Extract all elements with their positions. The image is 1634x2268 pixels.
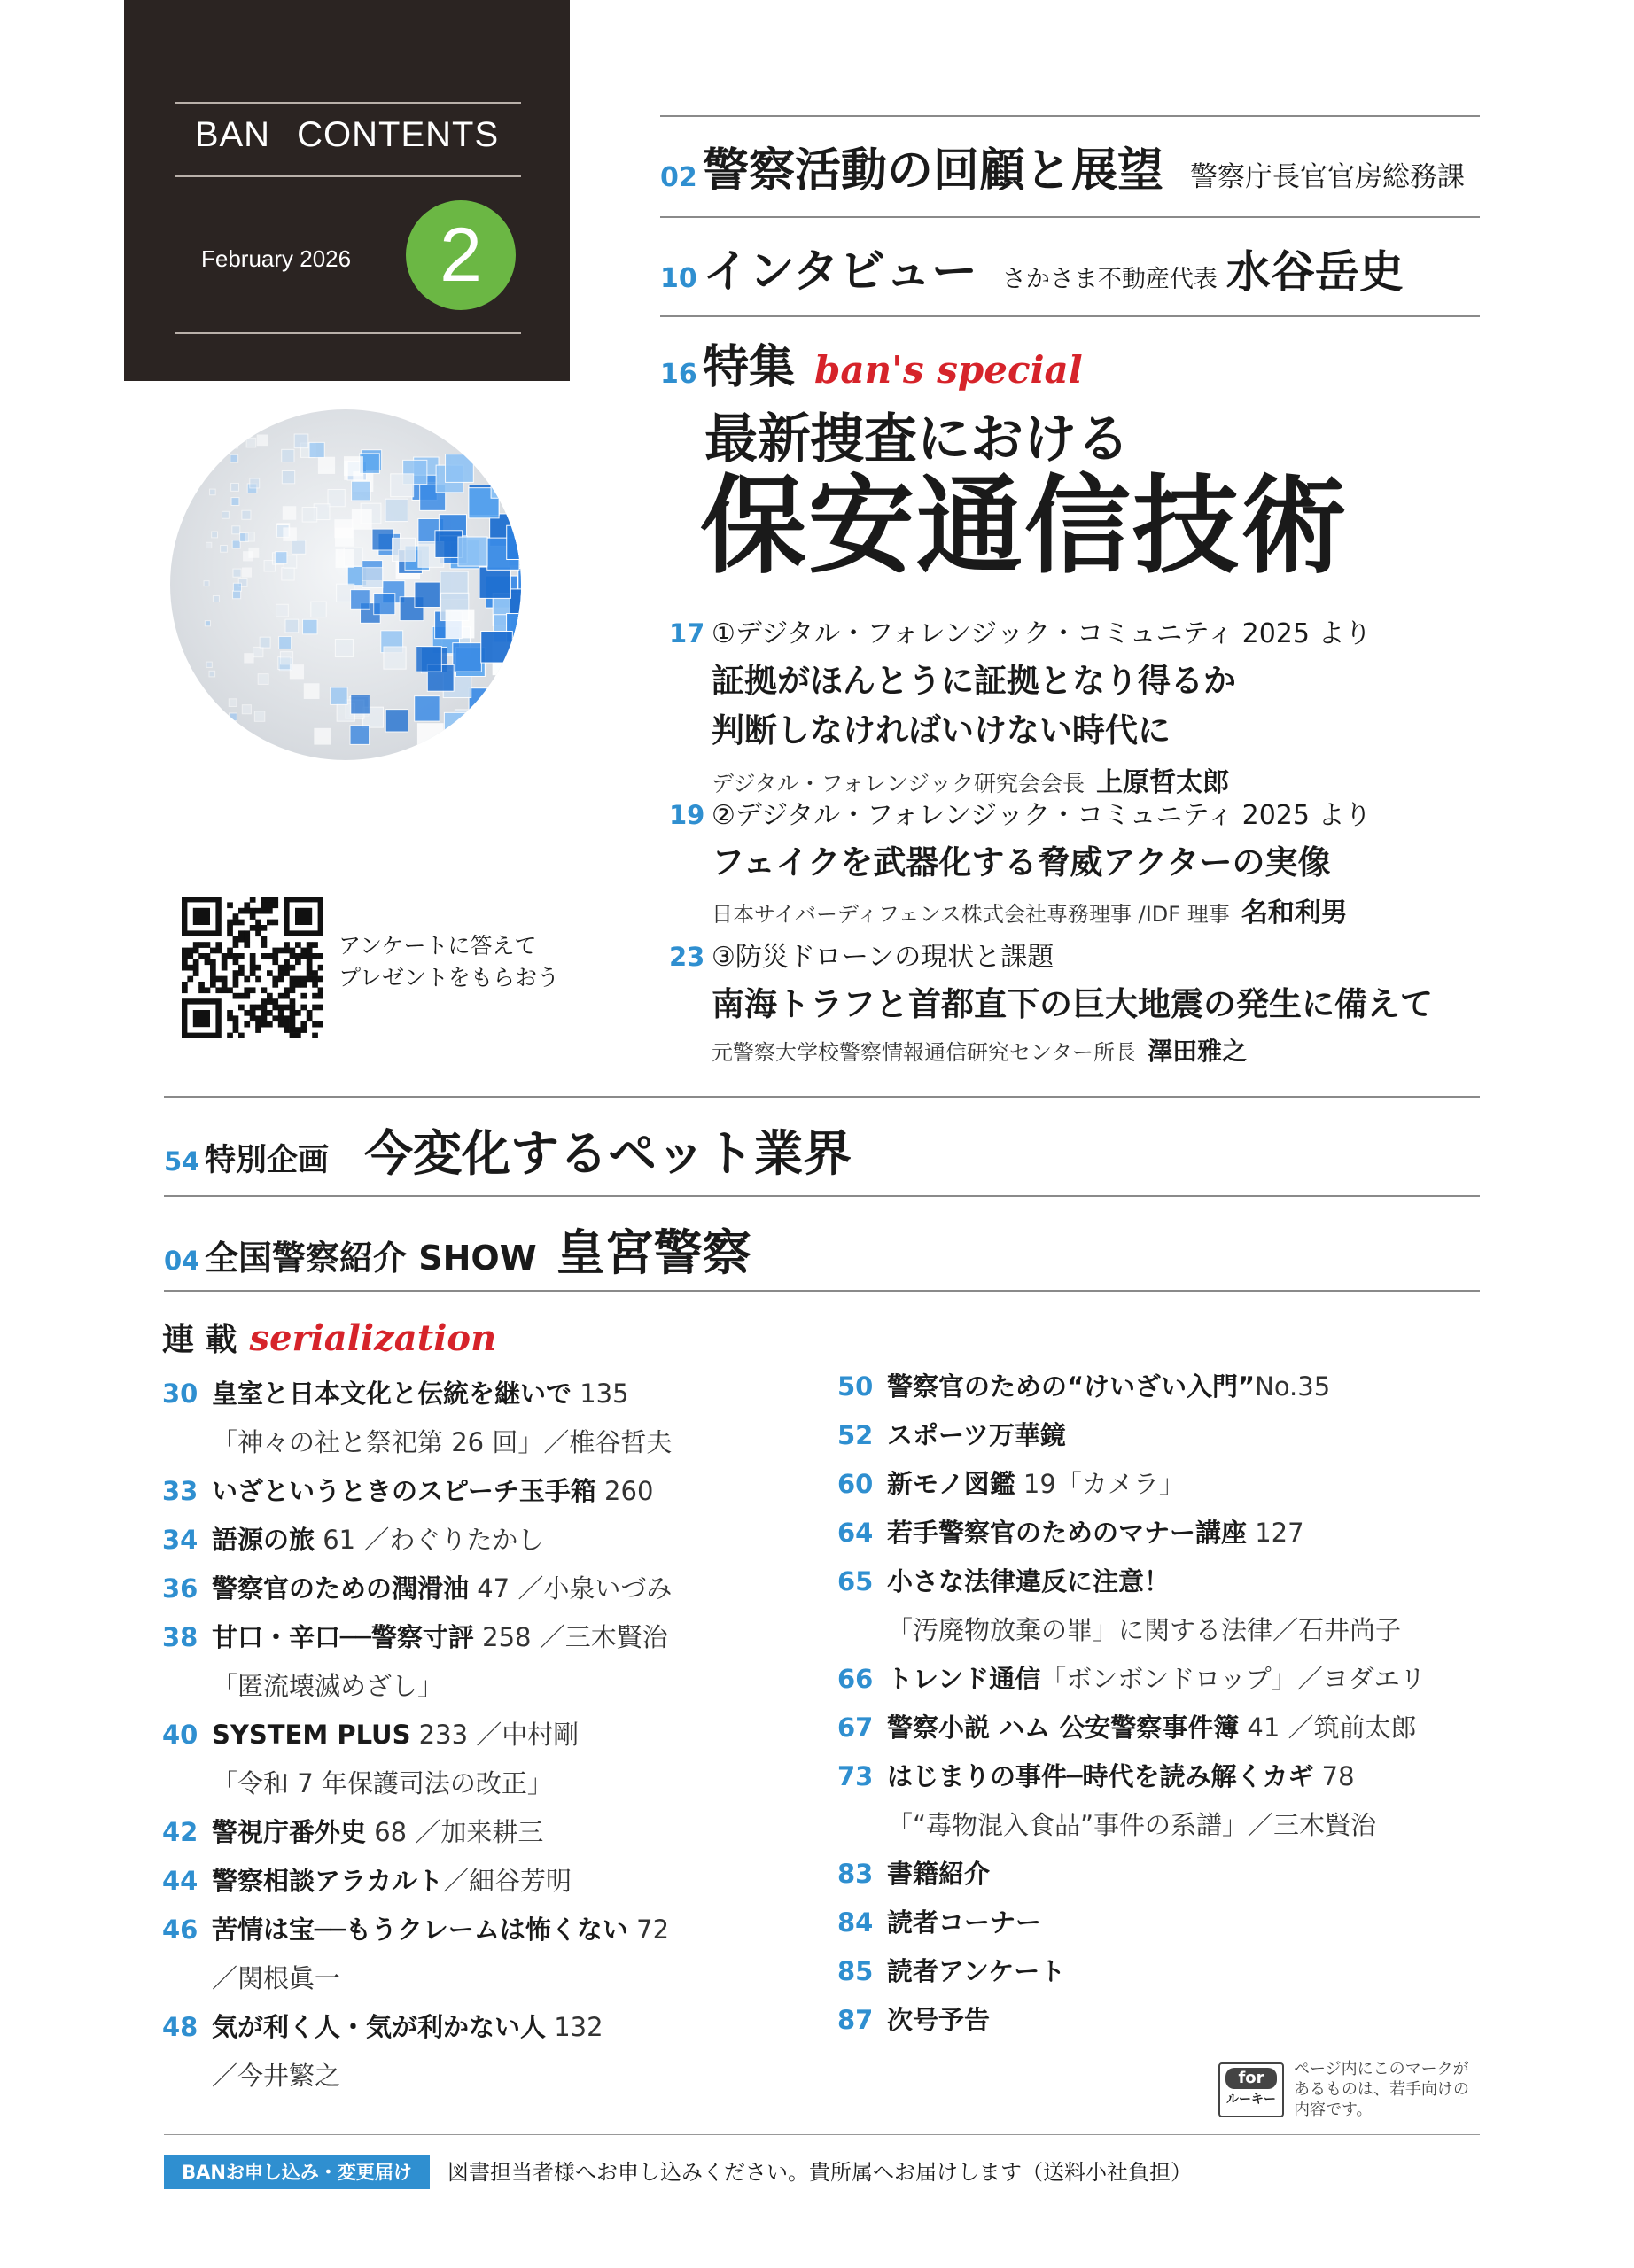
- page-number: 02: [660, 162, 697, 193]
- feature-item-17[interactable]: [669, 611, 1484, 799]
- page-number: 50: [837, 1371, 874, 1402]
- author-role: 元警察大学校警察情報通信研究センター所長: [712, 1040, 1137, 1065]
- serial-item[interactable]: [162, 1711, 672, 1759]
- page-number: 60: [837, 1469, 874, 1499]
- serial-title: 警察小説 ハム 公安警察事件簿: [887, 1713, 1240, 1743]
- rookie-note-line: 内容です。: [1294, 2101, 1373, 2119]
- serial-title: トレンド通信: [887, 1664, 1041, 1694]
- article-show[interactable]: [164, 1214, 751, 1284]
- qr-caption-line: プレゼントをもらおう: [338, 965, 560, 990]
- issue-header: [124, 0, 570, 381]
- interviewee-name: 水谷岳史: [1226, 246, 1404, 298]
- divider: [164, 2134, 1480, 2135]
- item-headline: フェイクを武器化する脅威アクターの実像: [712, 843, 1331, 882]
- article-title: 警察活動の回顧と展望: [703, 144, 1164, 198]
- serial-item-continuation: [162, 1759, 672, 1808]
- serial-title: 苦情は宝──もうクレームは怖くない: [212, 1915, 628, 1945]
- serial-item-continuation: [162, 1662, 672, 1711]
- author-role: デジタル・フォレンジック研究会会長: [712, 771, 1085, 796]
- page-number: 87: [837, 2005, 874, 2035]
- serial-title: 書籍紹介: [887, 1859, 991, 1889]
- serial-detail: 258 ／三木賢治: [473, 1622, 668, 1652]
- issue-number: 2: [406, 200, 516, 310]
- author-name: 上原哲太郎: [1096, 767, 1230, 798]
- serial-detail: 68 ／加来耕三: [366, 1817, 544, 1847]
- serial-title: 小さな法律違反に注意！: [887, 1566, 1171, 1596]
- page-number: 64: [837, 1518, 874, 1548]
- page-number: 73: [837, 1761, 874, 1791]
- serial-title: スポーツ万華鏡: [887, 1420, 1066, 1450]
- serial-item[interactable]: [837, 1996, 1426, 2045]
- serial-title: はじまりの事件─時代を読み解くカギ: [887, 1761, 1314, 1791]
- feature-label: 特集: [703, 341, 796, 394]
- divider: [660, 115, 1480, 117]
- qr-caption-line: アンケートに答えて: [338, 933, 537, 959]
- serial-title: 警察官のための潤滑油: [212, 1573, 470, 1604]
- page-number: 36: [162, 1573, 198, 1604]
- serial-detail: 127: [1247, 1518, 1304, 1548]
- page-number: 10: [660, 263, 697, 294]
- divider: [660, 315, 1480, 317]
- serial-item[interactable]: [162, 1808, 672, 1857]
- serial-label: 連 載: [162, 1322, 237, 1358]
- serial-detail: 135: [572, 1379, 629, 1409]
- serial-item-continuation: [162, 1418, 672, 1467]
- page-number: 23: [669, 942, 705, 972]
- serial-item[interactable]: [837, 1704, 1426, 1752]
- serial-item[interactable]: [162, 1613, 672, 1662]
- rookie-badge-text: ルーキー: [1226, 2093, 1276, 2107]
- issue-date: February 2026: [201, 245, 352, 272]
- article-title: 皇宮警察: [556, 1224, 751, 1281]
- serial-item-continuation: [837, 1801, 1426, 1850]
- serial-title: 気が利く人・気が利かない人: [212, 2012, 547, 2042]
- item-series: ①デジタル・フォレンジック・コミュニティ 2025 より: [712, 618, 1372, 649]
- rookie-note: [1294, 2059, 1469, 2120]
- page-number: 19: [669, 800, 705, 830]
- divider: [175, 102, 521, 104]
- serial-heading: [162, 1315, 496, 1360]
- serial-item[interactable]: [837, 1460, 1426, 1509]
- article-label: 全国警察紹介 SHOW: [205, 1239, 537, 1278]
- serial-title: 若手警察官のためのマナー講座: [887, 1518, 1248, 1548]
- item-series: ②デジタル・フォレンジック・コミュニティ 2025 より: [712, 800, 1372, 831]
- page-number: 65: [837, 1566, 874, 1596]
- serial-detail: 「汚廃物放棄の罪」に関する法律／石井尚子: [887, 1615, 1402, 1645]
- page-number: 04: [164, 1246, 200, 1276]
- serial-title: 語源の旅: [212, 1525, 315, 1555]
- serial-detail: 260: [595, 1476, 654, 1506]
- divider: [164, 1096, 1480, 1098]
- page-number: 44: [162, 1866, 198, 1896]
- serial-title: 甘口・辛口──警察寸評: [212, 1622, 474, 1652]
- page-number: 17: [669, 618, 705, 649]
- serial-item[interactable]: [837, 1655, 1426, 1704]
- article-author: 警察庁長官官房総務課: [1190, 161, 1466, 193]
- feature-title: 保安通信技術: [700, 465, 1349, 588]
- feature-subtitle: 最新捜査における: [704, 408, 1130, 470]
- divider: [175, 332, 521, 334]
- serial-title: 警視庁番外史: [212, 1817, 367, 1847]
- interviewee-role: さかさま不動産代表: [1001, 266, 1218, 293]
- serial-detail: 「神々の社と祭祀第 26 回」／椎谷哲夫: [212, 1427, 673, 1457]
- serial-detail: 「“毒物混入食品”事件の系譜」／三木賢治: [887, 1810, 1377, 1840]
- serial-item[interactable]: [162, 1565, 672, 1613]
- page-number: 33: [162, 1476, 198, 1506]
- item-series: ③防災ドローンの現状と課題: [712, 942, 1054, 973]
- serial-detail: 「ボンボンドロップ」／ヨダエリ: [1040, 1664, 1426, 1694]
- serial-detail: ／今井繁之: [212, 2061, 341, 2091]
- serial-title: 新モノ図鑑: [887, 1469, 1015, 1499]
- serial-item[interactable]: [837, 1752, 1426, 1801]
- qr-code[interactable]: [182, 897, 323, 1038]
- author-name: 名和利男: [1241, 897, 1348, 928]
- page-number: 46: [162, 1915, 198, 1945]
- page-number: 66: [837, 1664, 874, 1694]
- footer-text: 図書担当者様へお申し込みください。貴所属へお届けします（送料小社負担）: [447, 2160, 1192, 2185]
- serial-item-continuation: [837, 1606, 1426, 1655]
- page-number: 38: [162, 1622, 198, 1652]
- serial-detail: 19「カメラ」: [1015, 1469, 1185, 1499]
- divider: [175, 175, 521, 177]
- page-number: 52: [837, 1420, 874, 1450]
- author-role: 日本サイバーディフェンス株式会社専務理事 /IDF 理事: [712, 902, 1230, 927]
- serial-title: 読者アンケート: [887, 1956, 1066, 1986]
- divider: [164, 1195, 1480, 1197]
- author-name: 澤田雅之: [1148, 1037, 1248, 1066]
- serial-item[interactable]: [837, 1899, 1426, 1947]
- article-label: 特別企画: [205, 1143, 330, 1178]
- serial-detail: 41 ／筑前太郎: [1239, 1713, 1417, 1743]
- page-number: 40: [162, 1720, 198, 1750]
- serial-item-continuation: [162, 2052, 672, 2101]
- rookie-note-line: ページ内にこのマークが: [1294, 2060, 1469, 2078]
- rookie-badge-icon: [1218, 2062, 1284, 2117]
- qr-caption: [338, 930, 559, 994]
- serial-list-right: [837, 1363, 1426, 2045]
- serial-item[interactable]: [837, 1411, 1426, 1460]
- article-special[interactable]: [164, 1115, 852, 1184]
- article-title: インタビュー: [703, 245, 977, 299]
- serial-item[interactable]: [837, 1509, 1426, 1557]
- feature-heading[interactable]: [660, 330, 1083, 396]
- serial-item[interactable]: [837, 1363, 1426, 1411]
- serial-detail: No.35: [1255, 1371, 1331, 1402]
- serial-title: 警察相談アラカルト: [212, 1866, 444, 1896]
- serial-script: serialization: [249, 1317, 497, 1359]
- serial-item[interactable]: [162, 1906, 672, 1954]
- serial-title: 警察官のための“けいざい入門”: [887, 1371, 1256, 1402]
- serial-detail: 「匿流壊滅めざし」: [212, 1671, 444, 1701]
- page-number: 42: [162, 1817, 198, 1847]
- rookie-note-line: あるものは、若手向けの: [1294, 2080, 1469, 2099]
- serial-detail: 78: [1313, 1761, 1355, 1791]
- serial-title: 読者コーナー: [887, 1907, 1042, 1938]
- magazine-title: BAN CONTENTS: [194, 115, 500, 154]
- serial-detail: 72: [627, 1915, 670, 1945]
- feature-script: ban's special: [814, 348, 1083, 392]
- serial-detail: 233 ／中村剛: [410, 1720, 580, 1750]
- page-number: 84: [837, 1907, 874, 1938]
- serial-detail: 「令和 7 年保護司法の改正」: [212, 1768, 553, 1798]
- serial-title: 皇室と日本文化と伝統を継いで: [212, 1379, 572, 1409]
- serial-item[interactable]: [162, 1370, 672, 1418]
- serial-list-left: [162, 1370, 672, 2101]
- page-number: 16: [660, 359, 697, 390]
- serial-detail: ／関根眞一: [212, 1963, 341, 1993]
- serial-title: 次号予告: [887, 2005, 991, 2035]
- page-number: 83: [837, 1859, 874, 1889]
- serial-detail: 132: [546, 2012, 603, 2042]
- page-number: 85: [837, 1956, 874, 1986]
- serial-detail: 47 ／小泉いづみ: [469, 1573, 673, 1604]
- serial-item[interactable]: [837, 1947, 1426, 1996]
- article-keisatsu-katsudo[interactable]: [660, 133, 1465, 199]
- feature-item-19[interactable]: [669, 793, 1511, 929]
- item-headline: 南海トラフと首都直下の巨大地震の発生に備えて: [712, 985, 1433, 1023]
- footer-label: BANお申し込み・変更届け: [164, 2155, 430, 2189]
- page-number: 34: [162, 1525, 198, 1555]
- item-headline: 証拠がほんとうに証拠となり得るか: [712, 662, 1236, 700]
- serial-detail: ／細谷芳明: [443, 1866, 572, 1896]
- divider: [660, 216, 1480, 218]
- article-interview[interactable]: [660, 234, 1404, 300]
- item-headline: 判断しなければいけない時代に: [712, 711, 1171, 750]
- serial-title: SYSTEM PLUS: [212, 1720, 411, 1750]
- serial-item[interactable]: [837, 1850, 1426, 1899]
- serial-item[interactable]: [162, 1516, 672, 1565]
- serial-item[interactable]: [837, 1557, 1426, 1606]
- page-number: 30: [162, 1379, 198, 1409]
- serial-detail: 61 ／わぐりたかし: [315, 1525, 544, 1555]
- page-number: 67: [837, 1713, 874, 1743]
- rookie-badge-text: for: [1226, 2068, 1277, 2089]
- serial-item[interactable]: [162, 2003, 672, 2052]
- serial-item[interactable]: [162, 1467, 672, 1516]
- serial-title: いざというときのスピーチ玉手箱: [212, 1476, 596, 1506]
- page-number: 48: [162, 2012, 198, 2042]
- feature-item-23[interactable]: [669, 935, 1511, 1068]
- divider: [164, 1290, 1480, 1292]
- serial-item[interactable]: [162, 1857, 672, 1906]
- page-number: 54: [164, 1146, 200, 1177]
- serial-item-continuation: [162, 1954, 672, 2003]
- article-title: 今変化するペット業界: [364, 1125, 852, 1182]
- cover-illustration: [168, 408, 523, 762]
